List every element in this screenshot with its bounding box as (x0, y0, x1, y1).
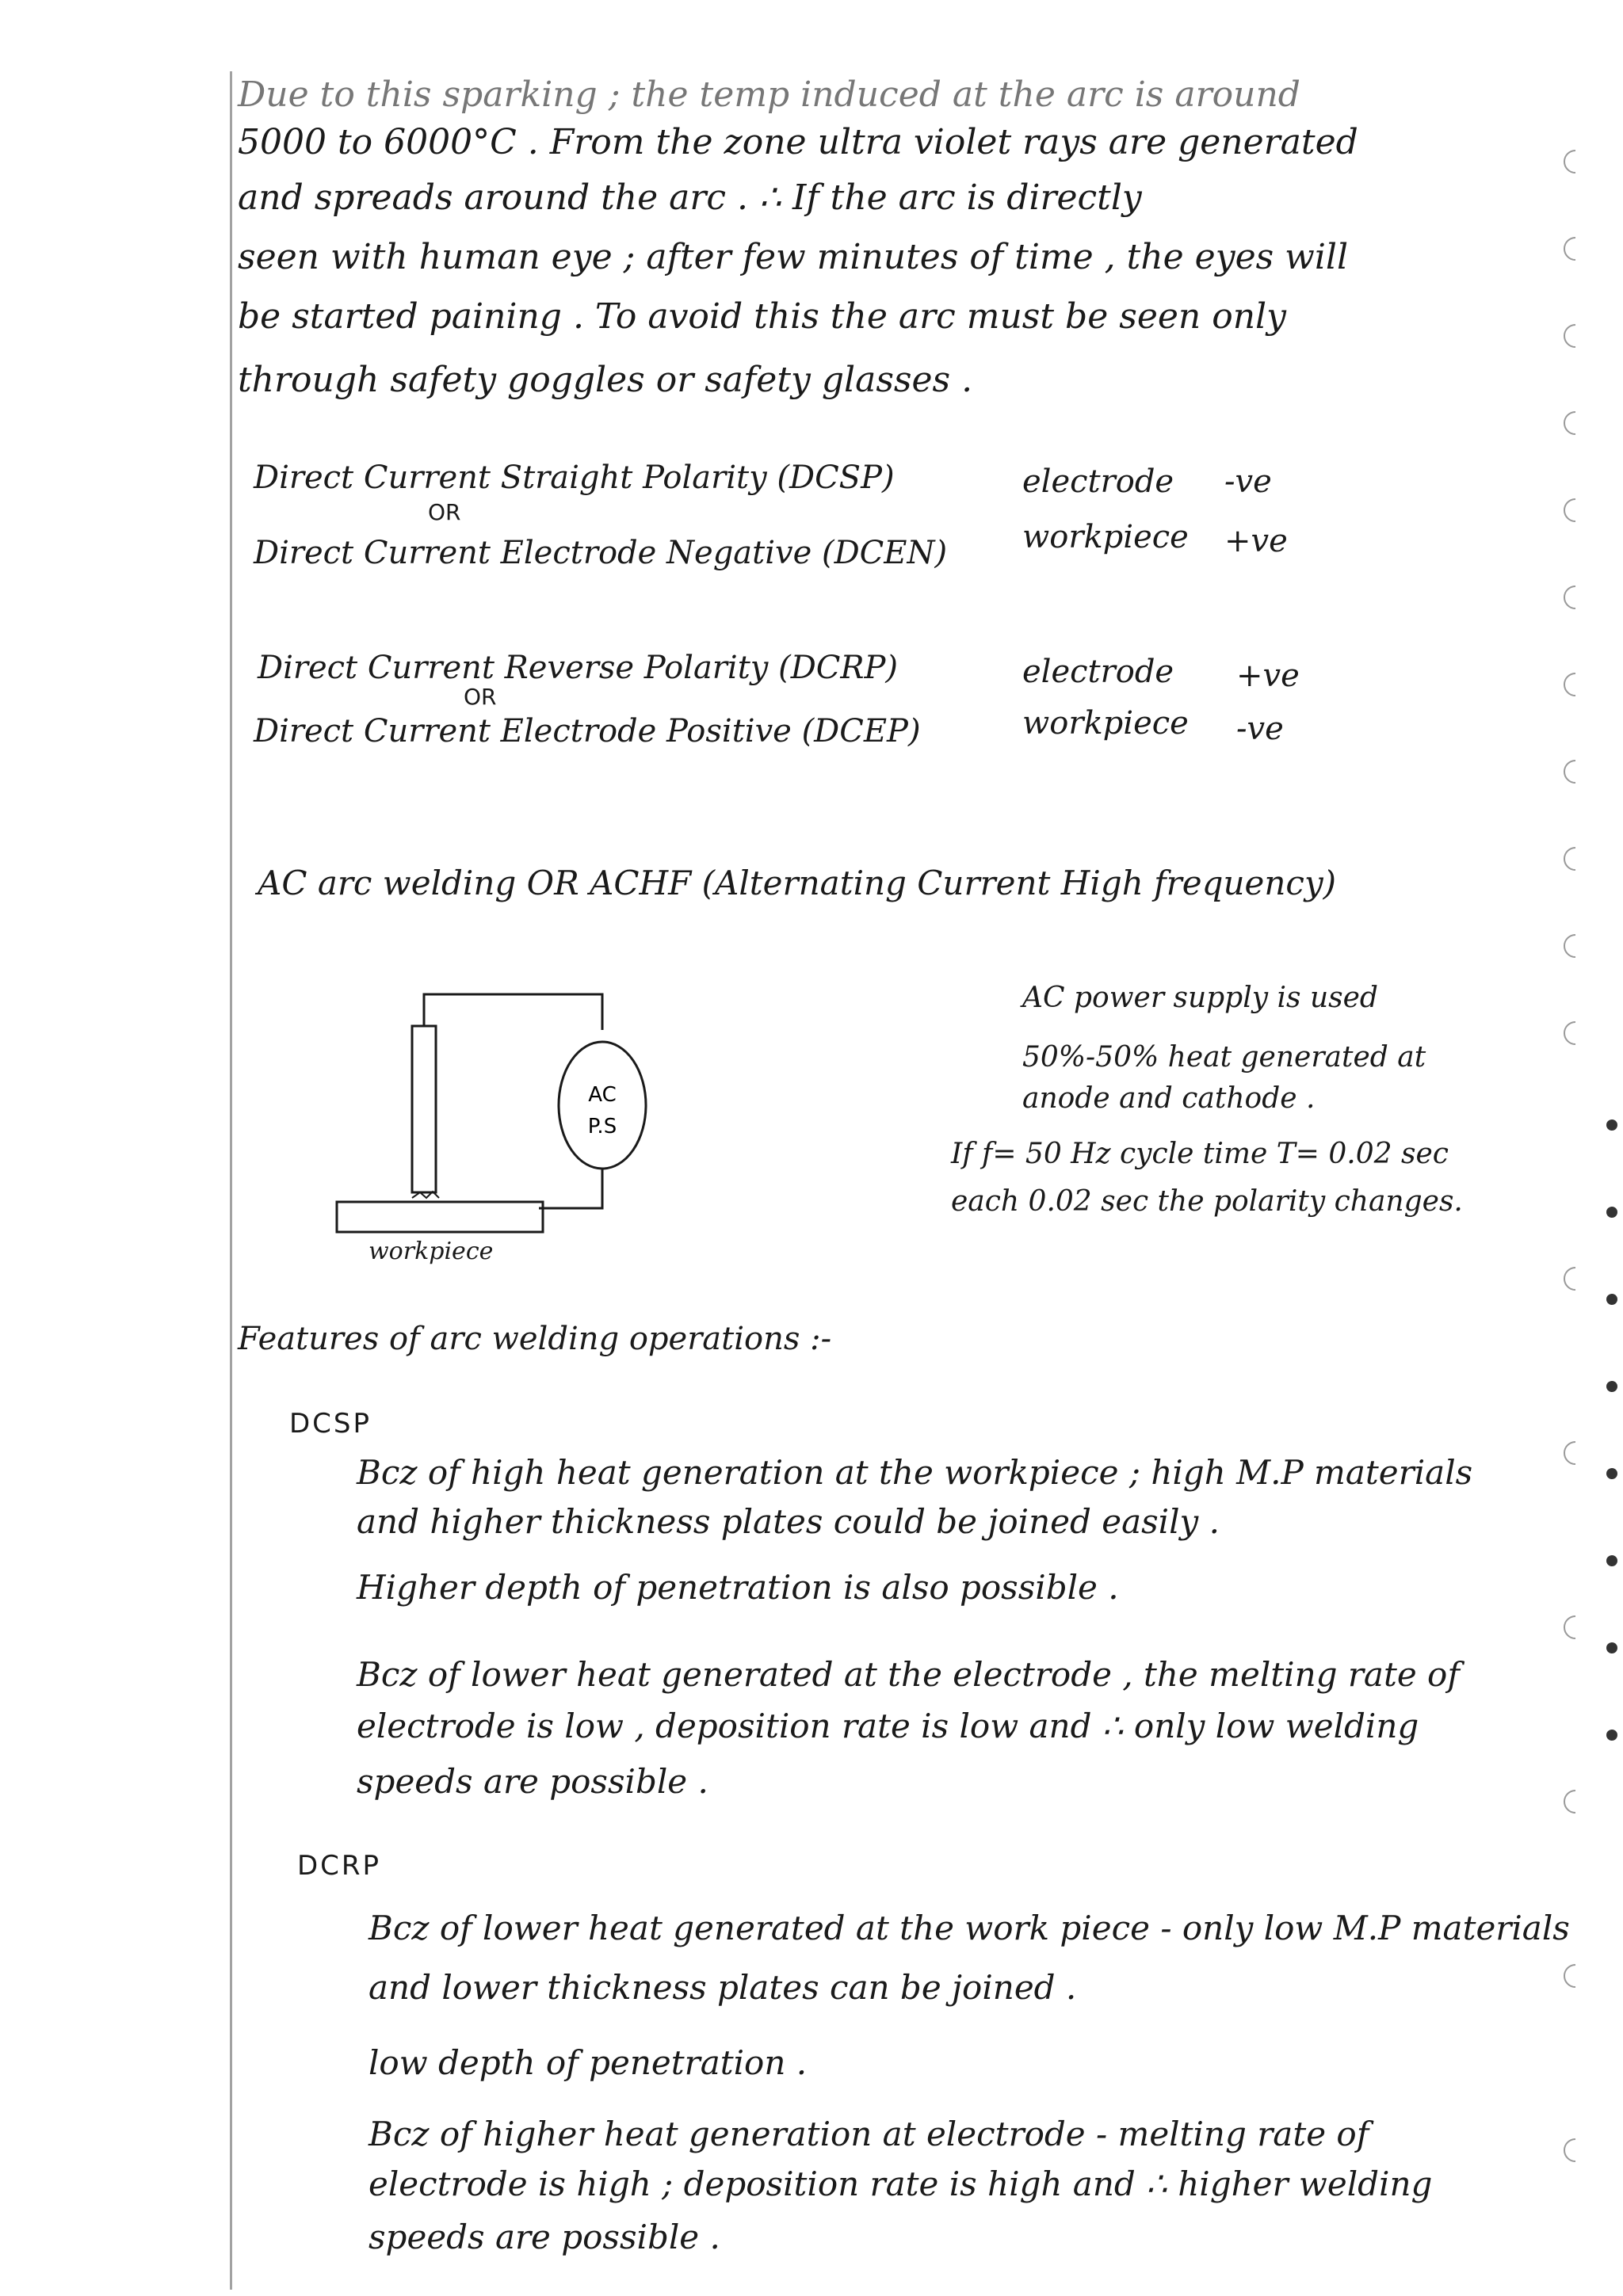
intro-line-1: Due to this sparking ; the temp induced at the arc is around (238, 74, 1300, 115)
intro-line-3: and spreads around the arc . ∴ If the arc is directly (238, 177, 1142, 218)
workpiece-label: workpiece (369, 1238, 494, 1265)
features-dcsp-label: DCSP (289, 1408, 372, 1440)
dcsp-electrode-sign: -ve (1224, 463, 1272, 500)
ac-heading: AC arc welding OR ACHF (Alternating Current High frequency) (258, 864, 1337, 902)
ac-note-4: If f= 50 Hz cycle time T= 0.02 sec (951, 1138, 1449, 1170)
ac-note-2: 50%-50% heat generated at (1022, 1041, 1426, 1074)
dcrp-workpiece-label: workpiece (1022, 705, 1189, 742)
dcrp-name: Direct Current Reverse Polarity (DCRP) (258, 650, 899, 686)
dcrp-p3-line2: electrode is high ; deposition rate is high and ∴ higher welding (369, 2164, 1433, 2203)
dcsp-p1-line1: Bcz of high heat generation at the workpiece ; high M.P materials (357, 1453, 1473, 1492)
binder-holes (1560, 0, 1623, 2296)
dcrp-p2: low depth of penetration . (369, 2043, 808, 2082)
source-label-top: AC (588, 1083, 617, 1107)
electrode-rod (412, 1026, 436, 1192)
dcrp-electrode-sign: +ve (1236, 658, 1300, 694)
dcsp-electrode-label: electrode (1022, 463, 1174, 500)
ac-note-1: AC power supply is used (1022, 982, 1378, 1014)
dcrp-p1-line1: Bcz of lower heat generated at the work piece - only low M.P materials (369, 1909, 1570, 1947)
dcrp-electrode-label: electrode (1022, 654, 1174, 690)
dcsp-alt: Direct Current Electrode Negative (DCEN) (254, 535, 948, 571)
dcrp-or: OR (464, 684, 497, 710)
dcrp-alt: Direct Current Electrode Positive (DCEP) (254, 713, 921, 749)
features-heading: Features of arc welding operations :- (238, 1321, 832, 1357)
diagram-shapes (337, 994, 646, 1232)
intro-line-2: 5000 to 6000°C . From the zone ultra violet rays are generated (238, 122, 1358, 162)
features-dcrp-label: DCRP (297, 1850, 382, 1882)
ac-welding-diagram (333, 967, 666, 1252)
dcsp-p3-line3: speeds are possible . (357, 1762, 708, 1801)
dcsp-workpiece-label: workpiece (1022, 519, 1189, 555)
ac-note-3: anode and cathode . (1022, 1082, 1316, 1115)
dcrp-p3-line3: speeds are possible . (369, 2218, 720, 2256)
source-label-bottom: P.S (587, 1115, 617, 1138)
bottom-wire (539, 1169, 602, 1208)
intro-line-5: be started paining . To avoid this the arc must be seen only (238, 296, 1286, 337)
intro-line-4: seen with human eye ; after few minutes of time , the eyes will (238, 237, 1349, 277)
dcsp-p2: Higher depth of penetration is also possible . (357, 1568, 1119, 1607)
dcrp-p1-line2: and lower thickness plates can be joined . (369, 1968, 1077, 2007)
dcsp-name: Direct Current Straight Polarity (DCSP) (254, 460, 895, 496)
top-wire (424, 994, 602, 1030)
dcrp-workpiece-sign: -ve (1236, 711, 1284, 747)
intro-line-6: through safety goggles or safety glasses . (238, 360, 973, 400)
dcsp-p3-line2: electrode is low , deposition rate is low and ∴ only low welding (357, 1707, 1419, 1745)
margin-line (230, 71, 232, 2290)
workpiece-plate (337, 1202, 543, 1232)
dcsp-or: OR (428, 499, 461, 525)
dcsp-p1-line2: and higher thickness plates could be joined easily . (357, 1502, 1220, 1541)
ac-note-5: each 0.02 sec the polarity changes. (951, 1185, 1463, 1218)
dcrp-p3-line1: Bcz of higher heat generation at electrode - melting rate of (369, 2115, 1369, 2153)
dcsp-p3-line1: Bcz of lower heat generated at the electrode , the melting rate of (357, 1655, 1460, 1694)
dcsp-workpiece-sign: +ve (1224, 523, 1288, 559)
